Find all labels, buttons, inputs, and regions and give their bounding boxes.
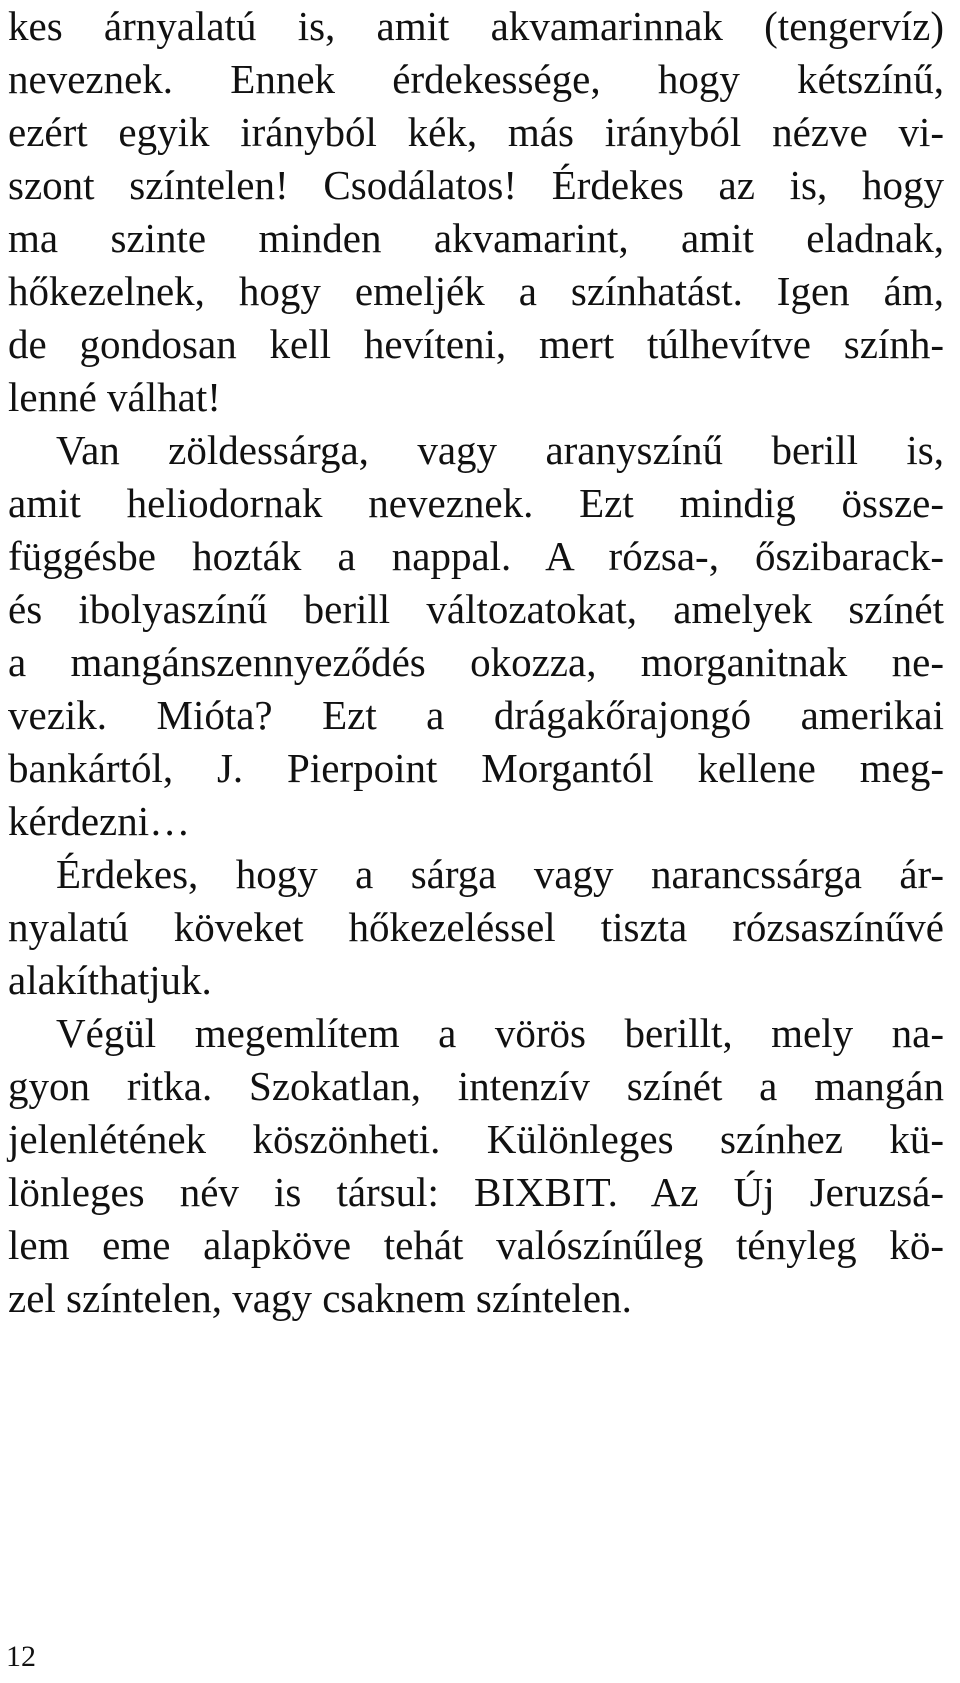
text-line: zel színtelen, vagy csaknem színtelen. — [8, 1275, 632, 1321]
text-line: nyalatú köveket hőkezeléssel tiszta rózsaszínűvé — [8, 904, 944, 950]
text-line: lenné válhat! — [8, 374, 221, 420]
text-line: lönleges név is társul: BIXBIT. Az Új Jeruzsá- — [8, 1169, 944, 1215]
text-line: de gondosan kell hevíteni, mert túlhevítve szính- — [8, 321, 944, 367]
paragraph-heliodor-morganit — [8, 424, 944, 848]
text-line: ma szinte minden akvamarint, amit eladnak, — [8, 215, 944, 261]
paragraph-akvamarin — [8, 0, 944, 424]
text-line: alakíthatjuk. — [8, 957, 212, 1003]
text-line: ezért egyik irányból kék, más irányból nézve vi- — [8, 109, 944, 155]
text-line: a mangánszennyeződés okozza, morganitnak ne- — [8, 639, 944, 685]
text-line: Érdekes, hogy a sárga vagy narancssárga ár- — [56, 851, 944, 897]
text-line: vezik. Mióta? Ezt a drágakőrajongó amerikai — [8, 692, 944, 738]
paragraph-hokezeles — [8, 848, 944, 1007]
text-line: kes árnyalatú is, amit akvamarinnak (tengervíz) — [8, 3, 944, 49]
text-line: függésbe hozták a nappal. A rózsa-, őszibarack- — [8, 533, 944, 579]
text-line: kérdezni… — [8, 798, 191, 844]
text-line: Van zöldessárga, vagy aranyszínű berill is, — [56, 427, 944, 473]
paragraph-bixbit — [8, 1007, 944, 1325]
text-line: gyon ritka. Szokatlan, intenzív színét a mangán — [8, 1063, 944, 1109]
text-line: Végül megemlítem a vörös berillt, mely na- — [56, 1010, 944, 1056]
text-line: hőkezelnek, hogy emeljék a színhatást. Igen ám, — [8, 268, 944, 314]
text-line: jelenlétének köszönheti. Különleges színhez kü- — [8, 1116, 944, 1162]
text-line: szont színtelen! Csodálatos! Érdekes az is, hogy — [8, 162, 944, 208]
text-line: amit heliodornak neveznek. Ezt mindig össze- — [8, 480, 944, 526]
text-line: lem eme alapköve tehát valószínűleg tényleg kö- — [8, 1222, 944, 1268]
text-line: neveznek. Ennek érdekessége, hogy kétszínű, — [8, 56, 944, 102]
text-line: bankártól, J. Pierpoint Morgantól kellene meg- — [8, 745, 944, 791]
page-number: 12 — [6, 1640, 36, 1673]
page-body — [8, 0, 944, 1325]
text-line: és ibolyaszínű berill változatokat, amelyek színét — [8, 586, 944, 632]
